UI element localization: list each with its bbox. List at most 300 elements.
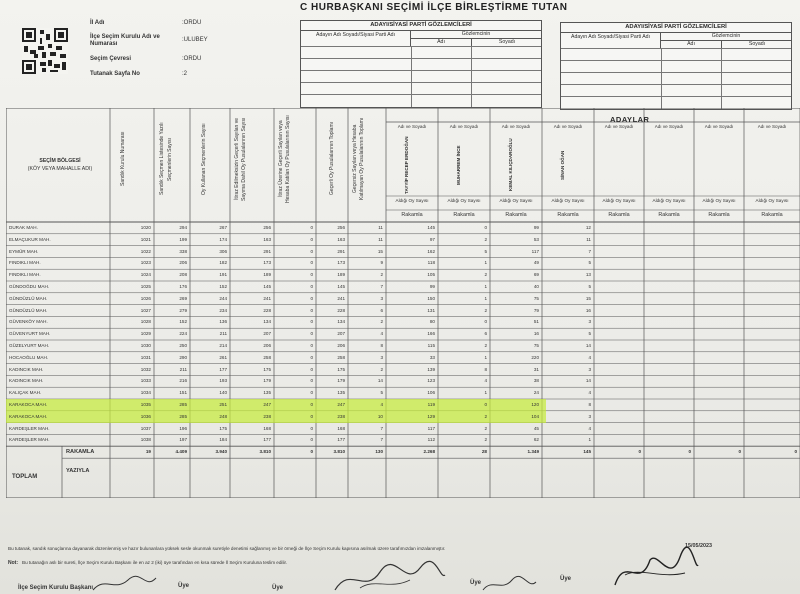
cell-itirazli: 0: [310, 284, 313, 289]
cand-adi-soyadi-label: Adı ve Soyadı: [449, 124, 479, 129]
cell-kayitli: 279: [179, 307, 187, 313]
cell-gecersiz: 4: [380, 402, 383, 407]
cell-c1: 33: [429, 354, 435, 360]
cell-gecersiz: 4: [380, 331, 383, 337]
cell-c2: 1: [484, 390, 487, 396]
uye-label-4: Üye: [560, 576, 572, 582]
cell-gecersiz: 6: [380, 307, 383, 313]
cell-gecersiz: 15: [377, 248, 383, 254]
cell-c3: 117: [531, 248, 539, 254]
row-mahalle-name: HOCAOĞLU MAH.: [9, 354, 49, 360]
candidate-name: TAYYİP RECEP ERDOĞAN: [404, 136, 409, 194]
cell-gecerli: 206: [337, 343, 345, 348]
cand-aldigi-label: Aldığı Oy Sayısı: [602, 198, 636, 203]
cell-c3: 120: [531, 402, 539, 407]
cell-no: 1038: [140, 437, 151, 443]
cell-itirazli: 0: [310, 425, 313, 431]
page-title: C HURBAŞKANI SEÇİMİ İLÇE BİRLEŞTİRME TUTAN: [300, 2, 568, 13]
cell-itirazli: 0: [310, 225, 313, 230]
total-kayitli: 4.409: [175, 449, 187, 455]
cell-itirazsiz: 179: [263, 378, 271, 384]
observer-name-col: Adayın Adı Soyadı/Siyasi Parti Adı: [301, 30, 411, 46]
row-mahalle-name: KADINCIK MAH.: [9, 378, 44, 384]
cell-c3: 99: [533, 225, 539, 230]
cell-gecerli: 241: [337, 295, 345, 301]
cell-gecerli: 145: [337, 284, 345, 289]
cell-itirazli: 0: [310, 236, 313, 242]
cell-c3: 53: [533, 236, 539, 242]
cell-c1: 150: [427, 295, 435, 301]
cell-kullanan: 251: [219, 402, 227, 407]
col-header-kullanan: Oy Kullanan Seçmenlerin Sayısı: [201, 123, 207, 195]
col-header-gecerli: Geçerli Oy Pusulalarının Toplamı: [329, 122, 335, 196]
cell-itirazli: 0: [310, 248, 313, 254]
cell-no: 1034: [140, 390, 151, 396]
cell-gecersiz: 3: [380, 354, 383, 360]
cell-c4: 12: [585, 225, 591, 230]
cell-kayitli: 206: [179, 260, 187, 266]
cell-c4: 4: [588, 354, 591, 360]
cell-c4: 15: [585, 295, 591, 301]
row-mahalle-name: GÜNDÜZLÜ MAH.: [9, 307, 48, 313]
cell-no: 1037: [140, 425, 151, 431]
cell-kayitli: 197: [179, 437, 187, 443]
cell-kayitli: 224: [179, 331, 187, 337]
total-kullanan: 3.940: [215, 449, 227, 455]
row-mahalle-name: KARAKOCA MAH.: [9, 402, 48, 407]
cell-itirazli: 0: [310, 402, 313, 407]
cell-itirazsiz: 168: [263, 425, 271, 431]
cand-rakamla-label: Rakamla: [708, 212, 730, 218]
cell-kayitli: 151: [179, 390, 187, 396]
cell-kullanan: 152: [219, 284, 227, 289]
cell-no: 1036: [140, 413, 151, 419]
cell-gecerli: 247: [337, 402, 345, 407]
footer-not-text: Bu tutanağın aslı bir sureti, İlçe Seçim Kurulu Başkanı ile en az 2 (iki) üye tarafından en kısa sürede İl Seçim Kuruluna teslim edilir.: [22, 560, 288, 565]
cell-c3: 31: [533, 366, 539, 372]
cell-c3: 49: [533, 260, 539, 266]
row-mahalle-name: KARDEŞLER MAH.: [9, 437, 50, 443]
cell-kullanan: 177: [219, 366, 227, 372]
cell-no: 1020: [140, 225, 151, 230]
cell-itirazsiz: 241: [263, 295, 271, 301]
cell-gecersiz: 7: [380, 284, 383, 289]
cell-c2: 5: [484, 248, 487, 254]
cell-itirazli: 0: [310, 272, 313, 278]
cell-kayitli: 199: [179, 236, 187, 242]
cell-c4: 5: [588, 284, 591, 289]
total-c3: 1.349: [527, 449, 539, 455]
cell-itirazsiz: 291: [263, 248, 271, 254]
cand-adi-soyadi-label: Adı ve Soyadı: [604, 124, 634, 129]
observer-gozlemci-2: Gözlemcinin: [661, 32, 791, 41]
cell-c4: 14: [585, 378, 591, 384]
cell-itirazsiz: 207: [263, 331, 271, 337]
cell-c1: 119: [427, 402, 435, 407]
cell-gecersiz: 2: [380, 272, 383, 278]
cell-c2: 2: [484, 343, 487, 348]
cell-kullanan: 136: [219, 319, 227, 325]
results-table: [6, 108, 800, 498]
cell-itirazsiz: 134: [263, 319, 271, 325]
cell-c1: 112: [427, 437, 435, 443]
cell-c3: 38: [533, 378, 539, 384]
cell-gecerli: 258: [337, 354, 345, 360]
cell-gecersiz: 8: [380, 343, 383, 348]
observer-box-1: [300, 20, 542, 108]
cell-c3: 40: [533, 284, 539, 289]
cell-c3: 75: [533, 295, 539, 301]
cell-c3: 69: [533, 272, 539, 278]
cell-c2: 1: [484, 284, 487, 289]
footer-date: 15/05/2023: [685, 543, 712, 549]
cell-c2: 2: [484, 425, 487, 431]
sayfa-value: :2: [182, 71, 188, 77]
cell-itirazsiz: 145: [263, 284, 271, 289]
cell-gecersiz: 3: [380, 295, 383, 301]
cell-c1: 166: [427, 331, 435, 337]
cell-c1: 131: [427, 307, 435, 313]
cell-no: 1028: [140, 319, 151, 325]
cell-c4: 13: [585, 272, 591, 278]
cell-no: 1027: [140, 307, 151, 313]
cell-kayitli: 152: [179, 319, 187, 325]
cell-c1: 115: [427, 343, 435, 348]
cell-c4: 5: [588, 331, 591, 337]
cell-kullanan: 248: [219, 413, 227, 419]
total-c2: 28: [481, 449, 487, 455]
cell-gecerli: 228: [337, 307, 345, 313]
cell-kayitli: 196: [179, 425, 187, 431]
cell-gecerli: 135: [337, 390, 345, 396]
cell-no: 1026: [140, 295, 151, 301]
footer-note: Bu tutanak, sandık sonuçlarına dayanarak düzenlenmiş ve hazır bulunanlara yüksek sesle okunmak suretiyle denetimi sağlanmış ve bir örneği de İlçe Seçim Kurulu kapısına asılmak üzere tarafımızdan imzalanmıştır.: [8, 546, 446, 551]
cell-gecerli: 179: [337, 378, 345, 384]
cell-c4: 3: [588, 413, 591, 419]
cand-aldigi-label: Aldığı Oy Sayısı: [499, 198, 533, 203]
cand-adi-soyadi-label: Adı ve Soyadı: [397, 124, 427, 129]
cell-gecersiz: 11: [378, 225, 383, 230]
candidate-name: SİNAN OĞAN: [560, 150, 565, 180]
cell-c4: 8: [588, 402, 591, 407]
cell-gecersiz: 7: [380, 425, 383, 431]
cell-gecerli: 291: [337, 248, 345, 254]
footer-not-label: Not:: [8, 560, 18, 566]
row-mahalle-name: EYMÜR MAH.: [9, 248, 39, 254]
cell-kullanan: 234: [219, 307, 227, 313]
cell-gecerli: 134: [337, 319, 345, 325]
cell-c1: 99: [429, 284, 435, 289]
col-header-itirazli: İtiraz Üzerine Geçerli Sayılan veya Hesaba Katılan Oy Pusulalarının Sayısı: [278, 115, 291, 203]
cell-no: 1032: [140, 366, 151, 372]
cell-itirazli: 0: [310, 295, 313, 301]
cell-itirazli: 0: [310, 413, 313, 419]
ilce-value: :ULUBEY: [182, 37, 208, 43]
baskan-label: İlçe Seçim Kurulu Başkanı: [18, 585, 94, 591]
cell-kullanan: 244: [219, 295, 227, 301]
cell-no: 1024: [140, 272, 151, 278]
cell-c1: 106: [427, 390, 435, 396]
cell-kullanan: 267: [219, 225, 227, 230]
cell-kullanan: 306: [219, 248, 227, 254]
cevre-label: Seçim Çevresi: [90, 56, 132, 62]
cell-c1: 145: [427, 225, 435, 230]
cevre-value: :ORDU: [182, 56, 202, 62]
total-gecerli: 3.810: [333, 449, 345, 455]
cell-c3: 51: [533, 319, 539, 325]
observer-soyadi: Soyadı: [471, 38, 542, 46]
cell-c1: 162: [427, 248, 435, 254]
cell-itirazli: 0: [310, 260, 313, 266]
cell-c3: 24: [533, 390, 539, 396]
cell-itirazli: 0: [310, 366, 313, 372]
uye-label-1: Üye: [178, 583, 190, 589]
signature-scribble-2: [610, 545, 700, 594]
cell-gecersiz: 5: [380, 390, 383, 396]
cand-rakamla-label: Rakamla: [453, 212, 475, 218]
cell-no: 1025: [140, 284, 151, 289]
cell-c4: 3: [588, 366, 591, 372]
cell-no: 1023: [140, 260, 151, 266]
toplam-label: TOPLAM: [12, 474, 38, 481]
cand-aldigi-label: Aldığı Oy Sayısı: [395, 198, 429, 203]
cand-aldigi-label: Aldığı Oy Sayısı: [652, 198, 686, 203]
qr-code-icon: [22, 28, 68, 74]
cand-rakamla-label: Rakamla: [761, 212, 783, 218]
cell-c4: 14: [585, 343, 591, 348]
cand-rakamla-label: Rakamla: [608, 212, 630, 218]
cell-kullanan: 140: [219, 390, 227, 396]
cell-c1: 129: [427, 413, 435, 419]
cell-c3: 62: [533, 437, 539, 443]
cell-gecerli: 173: [337, 260, 345, 266]
cell-c2: 2: [484, 413, 487, 419]
cell-c3: 45: [533, 425, 539, 431]
row-mahalle-name: KARAKOCA MAH.: [9, 413, 48, 419]
cell-c4: 4: [588, 390, 591, 396]
yaziyla-label: YAZIYLA: [66, 468, 90, 475]
cell-gecerli: 189: [337, 272, 345, 278]
ilce-label: İlçe Seçim Kurulu Adı ve Numarası: [90, 34, 160, 47]
row-mahalle-name: KARDEŞLER MAH.: [9, 425, 50, 431]
cell-no: 1022: [140, 248, 151, 254]
adaylar-header: ADAYLAR: [610, 115, 650, 124]
total-c4: 145: [583, 449, 591, 455]
cell-no: 1033: [140, 378, 151, 384]
signature-scribble-1: [330, 560, 450, 594]
cell-kullanan: 182: [219, 260, 227, 266]
cell-itirazsiz: 177: [263, 437, 271, 443]
row-mahalle-name: FINDIKLI MAH.: [9, 260, 41, 266]
cell-c1: 117: [427, 425, 435, 431]
cand-adi-soyadi-label: Adı ve Soyadı: [501, 124, 531, 129]
cell-gecerli: 175: [337, 366, 345, 372]
observer-soyadi-2: Soyadı: [721, 40, 792, 48]
cand-rakamla-label: Rakamla: [557, 212, 579, 218]
observer-adi: Adı: [437, 39, 445, 45]
cand-rakamla-label: Rakamla: [505, 212, 527, 218]
cell-c3: 79: [533, 307, 539, 313]
row-mahalle-name: GÜVENYURT MAH.: [9, 331, 51, 337]
cell-gecerli: 177: [337, 437, 345, 443]
cell-kullanan: 193: [219, 378, 227, 384]
col-header-sandik-no: Sandık Kurulu Numarası: [120, 131, 126, 187]
cell-c3: 16: [533, 331, 539, 337]
cand-rakamla-label: Rakamla: [401, 212, 423, 218]
cand-adi-soyadi-label: Adı ve Soyadı: [704, 124, 734, 129]
cell-c4: 1: [588, 437, 591, 443]
cell-c4: 4: [588, 425, 591, 431]
cell-kullanan: 211: [219, 331, 227, 337]
cell-c2: 1: [484, 354, 487, 360]
cand-aldigi-label: Aldığı Oy Sayısı: [702, 198, 736, 203]
signature-scribble-3: [90, 572, 160, 594]
cell-gecersiz: 2: [380, 366, 383, 372]
cell-gecerli: 256: [337, 225, 345, 230]
uye-label-3: Üye: [470, 580, 482, 586]
row-mahalle-name: GÜNDOĞDU MAH.: [9, 284, 50, 289]
cell-itirazli: 0: [310, 437, 313, 443]
cell-kayitli: 294: [179, 225, 187, 230]
total-c8: 0: [794, 449, 797, 455]
cand-aldigi-label: Aldığı Oy Sayısı: [447, 198, 481, 203]
cell-gecerli: 207: [337, 331, 345, 337]
cell-itirazsiz: 189: [263, 272, 271, 278]
cell-c1: 139: [427, 366, 435, 372]
signature-scribble-4: [480, 574, 540, 594]
observer-box-2: [560, 22, 792, 110]
il-label: İl Adı: [90, 20, 105, 26]
total-gecersiz: 130: [375, 449, 383, 455]
cell-kayitli: 285: [179, 413, 187, 419]
total-c5: 0: [638, 449, 641, 455]
observer-adi-2: Adı: [687, 41, 695, 47]
cell-c1: 105: [427, 272, 435, 278]
cand-rakamla-label: Rakamla: [658, 212, 680, 218]
total-itirazsiz: 3.810: [259, 449, 271, 455]
cell-itirazli: 0: [310, 390, 313, 396]
cand-adi-soyadi-label: Adı ve Soyadı: [757, 124, 787, 129]
cand-adi-soyadi-label: Adı ve Soyadı: [553, 124, 583, 129]
cell-c3: 104: [531, 413, 539, 419]
cell-itirazli: 0: [310, 331, 313, 337]
cell-itirazsiz: 173: [263, 260, 271, 266]
cell-itirazli: 0: [310, 378, 313, 384]
cell-kayitli: 250: [179, 343, 187, 348]
cell-gecersiz: 2: [380, 319, 383, 325]
cell-kullanan: 261: [219, 354, 227, 360]
cell-kayitli: 269: [179, 295, 187, 301]
cell-c2: 2: [484, 307, 487, 313]
cell-c4: 5: [588, 260, 591, 266]
cell-no: 1035: [140, 402, 151, 407]
observer-header: ADAYI/SİYASİ PARTİ GÖZLEMCİLERİ: [301, 21, 541, 31]
cell-kullanan: 175: [219, 425, 227, 431]
cell-itirazli: 0: [310, 354, 313, 360]
row-mahalle-name: KADINCIK MAH.: [9, 366, 44, 372]
cell-itirazsiz: 238: [263, 413, 271, 419]
total-c6: 0: [688, 449, 691, 455]
cell-kullanan: 174: [219, 236, 227, 242]
total-itirazli: 0: [310, 449, 313, 455]
cell-c2: 0: [484, 402, 487, 407]
observer-header-2: ADAYI/SİYASİ PARTİ GÖZLEMCİLERİ: [561, 23, 791, 33]
cell-c2: 1: [484, 260, 487, 266]
cell-kayitli: 176: [179, 284, 187, 289]
cell-itirazli: 0: [310, 343, 313, 348]
observer-name-col-2: Adayın Adı Soyadı/Siyasi Parti Adı: [561, 32, 661, 48]
cell-gecersiz: 10: [377, 413, 383, 419]
cell-c2: 0: [484, 225, 487, 230]
cand-adi-soyadi-label: Adı ve Soyadı: [654, 124, 684, 129]
cell-gecersiz: 7: [380, 437, 383, 443]
cell-kayitli: 338: [179, 248, 187, 254]
cell-no: 1030: [140, 343, 151, 348]
cell-c1: 118: [427, 260, 435, 266]
cell-c2: 2: [484, 272, 487, 278]
secim-bolgesi-label: SEÇİM BÖLGESİ: [39, 158, 81, 164]
cell-kayitli: 211: [179, 366, 187, 372]
cell-c2: 2: [484, 437, 487, 443]
cell-c2: 0: [484, 319, 487, 325]
cell-itirazsiz: 228: [263, 307, 271, 313]
cell-c2: 6: [484, 331, 487, 337]
cell-itirazsiz: 258: [263, 354, 271, 360]
cell-gecerli: 163: [337, 236, 345, 242]
cell-gecersiz: 11: [378, 236, 383, 242]
cell-gecerli: 168: [337, 425, 345, 431]
observer-gozlemci: Gözlemcinin: [411, 30, 541, 39]
cell-no: 1031: [140, 354, 151, 360]
row-mahalle-name: DURAK MAH.: [9, 225, 38, 230]
total-c1: 2.268: [423, 449, 435, 455]
cell-kayitli: 285: [179, 402, 187, 407]
uye-label-2: Üye: [272, 585, 284, 591]
cell-itirazsiz: 163: [263, 236, 271, 242]
cell-gecersiz: 9: [380, 260, 383, 266]
candidate-name: MUHARREM İNCE: [456, 145, 461, 185]
cell-no: 1021: [140, 236, 151, 242]
total-c7: 0: [738, 449, 741, 455]
row-mahalle-name: GÜNDÜZLÜ MAH.: [9, 295, 48, 301]
cell-itirazsiz: 175: [263, 366, 271, 372]
il-value: :ORDU: [182, 20, 202, 26]
cell-itirazsiz: 135: [263, 390, 271, 396]
cell-gecerli: 238: [337, 413, 345, 419]
cell-c4: 3: [588, 319, 591, 325]
cell-itirazsiz: 247: [263, 402, 271, 407]
col-header-itirazsiz: İtiraz Edilmeksizin Geçerli Sayılan ve Sayıma Dahil Oy Pusulalarının Sayısı: [234, 117, 247, 201]
cell-c2: 4: [484, 378, 487, 384]
row-mahalle-name: KALIÇAK MAH.: [9, 390, 42, 396]
row-mahalle-name: GÜVENKÖY MAH.: [9, 319, 48, 325]
koy-label: (KÖY VEYA MAHALLE ADI): [27, 166, 93, 172]
rakamla-label: RAKAMLA: [66, 449, 95, 456]
cell-kayitli: 208: [179, 272, 187, 278]
cell-itirazsiz: 256: [263, 225, 271, 230]
cell-kullanan: 191: [219, 272, 227, 278]
cell-c1: 123: [427, 378, 435, 384]
col-header-kayitli: Sandık Seçmen Listesinde Yazılı Seçmenlerin Sayısı: [159, 122, 173, 196]
cell-c1: 97: [429, 236, 435, 242]
cand-aldigi-label: Aldığı Oy Sayısı: [551, 198, 585, 203]
cell-c2: 2: [484, 236, 487, 242]
cell-itirazli: 0: [310, 307, 313, 313]
cell-c3: 75: [533, 343, 539, 348]
cell-itirazli: 0: [310, 319, 313, 325]
row-mahalle-name: ELMAÇUKUR MAH.: [9, 236, 51, 242]
cell-c2: 1: [484, 295, 487, 301]
